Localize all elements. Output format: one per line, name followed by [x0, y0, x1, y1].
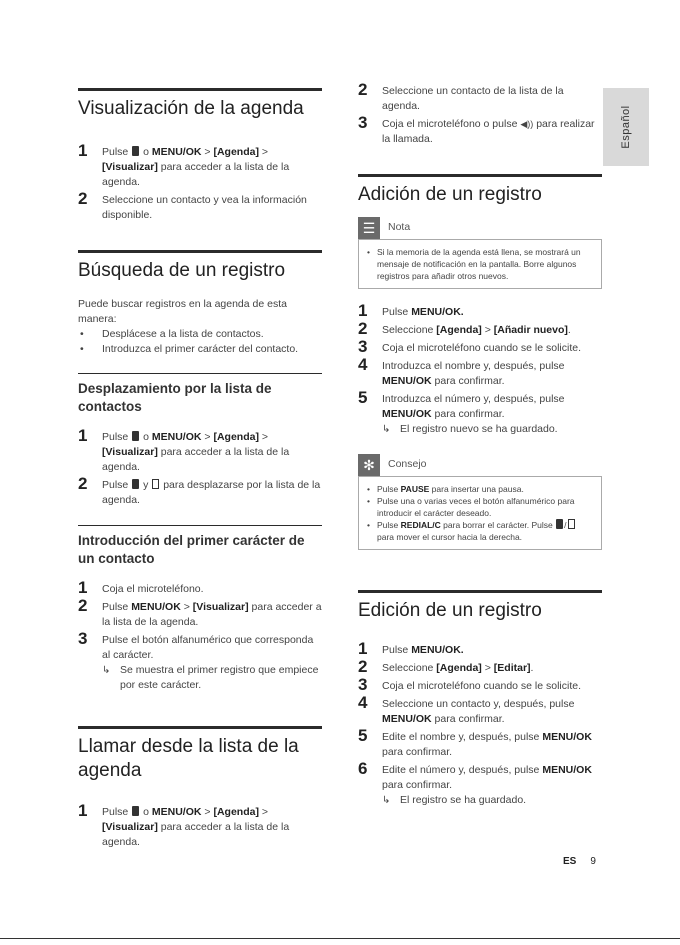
step: 2 Seleccione [Agenda] > [Editar]. [358, 657, 534, 676]
step: 1 Coja el microteléfono. [78, 578, 204, 597]
bottom-rule [0, 938, 680, 939]
phonebook-icon [132, 806, 139, 816]
note-icon: ☰ [358, 217, 380, 239]
result-line: ↳ Se muestra el primer registro que empiece por este carácter. [102, 664, 319, 691]
tip-icon: ✻ [358, 454, 380, 476]
step: 1 Pulse o MENU/OK > [Agenda] > [Visualizar] para acceder a la lista de la agenda. [78, 801, 290, 848]
note-header: ☰ Nota [358, 217, 602, 239]
step: 1 Pulse MENU/OK. [358, 639, 464, 658]
result-arrow-icon: ↳ [382, 795, 391, 806]
tip-item: • Pulse REDIAL/C para borrar el carácter. Pulse / para mover el cursor hacia la derecha. [367, 519, 593, 543]
step: 2 Seleccione un contacto de la lista de la agenda. [358, 80, 564, 112]
section-title: Adición de un registro [358, 174, 602, 207]
footer-language: ES [563, 856, 577, 867]
section-title: Búsqueda de un registro [78, 250, 322, 283]
step-number: 1 [78, 141, 88, 160]
step-number: 5 [358, 388, 368, 407]
bullet-item: • Introduzca el primer carácter del contacto. [78, 342, 322, 357]
step: 1 Pulse o MENU/OK > [Agenda] > [Visualizar] para acceder a la lista de la agenda. [78, 141, 290, 188]
right-key-icon [568, 519, 575, 529]
section-title: Visualización de la agenda [78, 88, 322, 121]
step-number: 1 [358, 639, 368, 658]
step: 4 Seleccione un contacto y, después, pulse MENU/OK para confirmar. [358, 693, 575, 725]
step-number: 3 [358, 675, 368, 694]
subsection-title: Introducción del primer carácter de un contacto [78, 525, 322, 568]
section-title: Llamar desde la lista de la agenda [78, 726, 322, 783]
step-number: 1 [78, 801, 88, 820]
step-number: 1 [78, 578, 88, 597]
result-line: ↳ El registro nuevo se ha guardado. [382, 423, 558, 435]
step: 1 Pulse MENU/OK. [358, 301, 464, 320]
step: 3 Coja el microteléfono o pulse ◀)) para realizar la llamada. [358, 113, 595, 145]
result-arrow-icon: ↳ [382, 424, 391, 435]
down-key-icon [152, 479, 159, 489]
step: 2 Pulse MENU/OK > [Visualizar] para acceder a la lista de la agenda. [78, 596, 322, 628]
step: 2 Seleccione un contacto y vea la información disponible. [78, 189, 307, 221]
result-arrow-icon: ↳ [102, 665, 111, 676]
language-tab [603, 88, 649, 166]
step-number: 3 [358, 113, 368, 132]
phonebook-icon [132, 146, 139, 156]
step-number: 2 [78, 596, 88, 615]
step: 5 Introduzca el número y, después, pulse MENU/OK para confirmar. ↳ El registro nuevo se ha guardado. [358, 392, 602, 437]
step-number: 2 [358, 319, 368, 338]
tip-item: • Pulse una o varias veces el botón alfanumérico para introducir el carácter deseado. [367, 495, 593, 519]
paragraph: Puede buscar registros en la agenda de esta manera: [78, 298, 287, 325]
step: 6 Edite el número y, después, pulse MENU/OK para confirmar. ↳ El registro se ha guardado. [358, 763, 602, 808]
step-number: 5 [358, 726, 368, 745]
note-box: • Si la memoria de la agenda está llena, se mostrará un mensaje de notificación en la pantalla. Borre algunos registros para añadir otros nuevos. [358, 239, 602, 289]
language-tab-label: Español [620, 105, 632, 149]
right-column [358, 80, 602, 811]
phonebook-icon [132, 431, 139, 441]
step-number: 6 [358, 759, 368, 778]
step: 3 Coja el microteléfono cuando se le solicite. [358, 675, 582, 694]
step-number: 2 [78, 189, 88, 208]
tip-item: • Pulse PAUSE para insertar una pausa. [367, 483, 593, 495]
left-column [78, 88, 322, 853]
step-number: 3 [358, 337, 368, 356]
step: 3 Pulse el botón alfanumérico que corresponda al carácter. ↳ Se muestra el primer registro que empiece por este carácter. [78, 633, 322, 693]
up-key-icon [132, 479, 139, 489]
step-number: 2 [358, 657, 368, 676]
step-number: 1 [358, 301, 368, 320]
page-number: 9 [590, 856, 596, 867]
speaker-icon: ◀)) [520, 119, 534, 129]
step: 4 Introduzca el nombre y, después, pulse MENU/OK para confirmar. [358, 355, 565, 387]
step-number: 4 [358, 355, 368, 374]
step: 1 Pulse o MENU/OK > [Agenda] > [Visualizar] para acceder a la lista de la agenda. [78, 426, 290, 473]
tip-box [358, 476, 602, 550]
subsection-title: Desplazamiento por la lista de contactos [78, 373, 322, 416]
step-number: 1 [78, 426, 88, 445]
step-number: 4 [358, 693, 368, 712]
step: 3 Coja el microteléfono cuando se le solicite. [358, 337, 582, 356]
step-number: 3 [78, 629, 88, 648]
step-number: 2 [78, 474, 88, 493]
page-footer [563, 856, 596, 867]
step: 2 Seleccione [Agenda] > [Añadir nuevo]. [358, 319, 571, 338]
left-key-icon [556, 519, 563, 529]
section-title: Edición de un registro [358, 590, 602, 623]
result-line: ↳ El registro se ha guardado. [382, 794, 527, 806]
step: 5 Edite el nombre y, después, pulse MENU/OK para confirmar. [358, 726, 592, 758]
bullet-item: • Desplácese a la lista de contactos. [78, 327, 322, 342]
step: 2 Pulse y para desplazarse por la lista de la agenda. [78, 474, 321, 506]
tip-header: ✻ Consejo [358, 454, 602, 476]
step-number: 2 [358, 80, 368, 99]
